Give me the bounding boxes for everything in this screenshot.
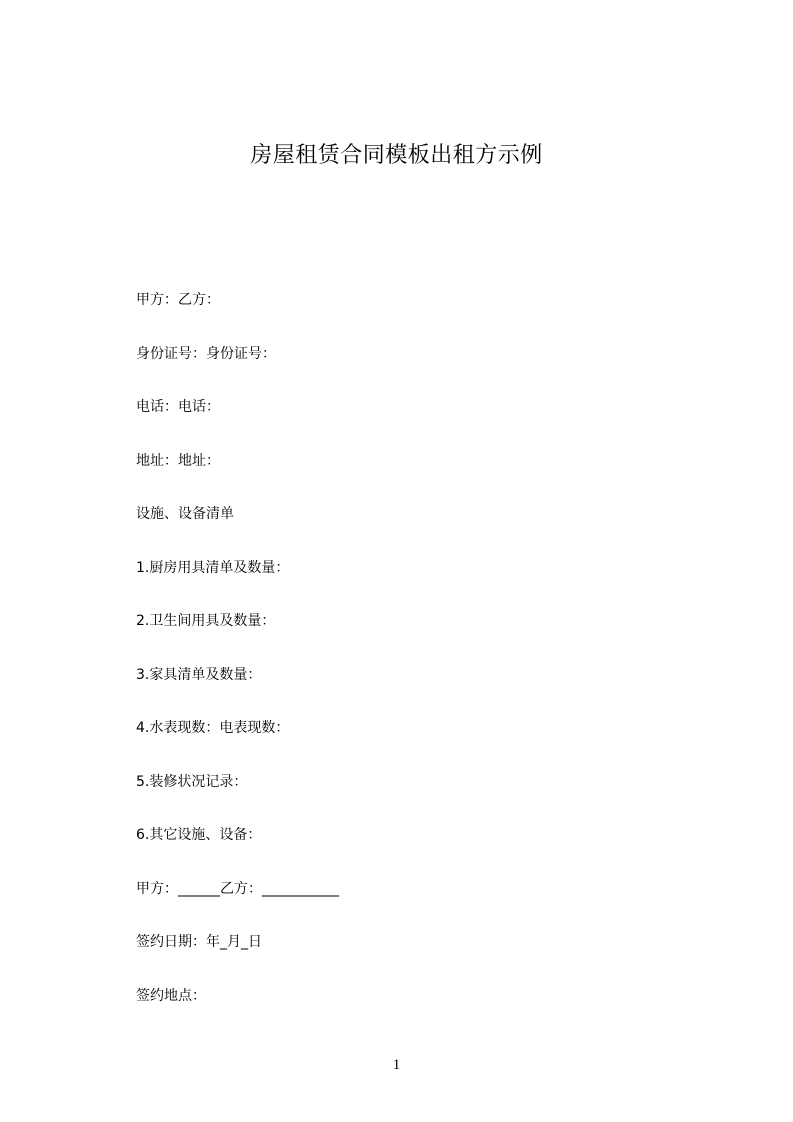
party-names-line: 甲方：乙方： <box>136 292 220 308</box>
other-facilities-line: 6.其它设施、设备： <box>136 827 262 843</box>
kitchen-items-line: 1.厨房用具清单及数量： <box>136 559 290 576</box>
meter-readings-line: 4.水表现数：电表现数： <box>136 720 290 736</box>
facilities-heading: 设施、设备清单 <box>136 506 234 522</box>
signing-date-line: 签约日期：年_月_日 <box>136 934 262 950</box>
address-line: 地址：地址： <box>136 452 220 469</box>
furniture-items-line: 3.家具清单及数量： <box>136 666 262 683</box>
decoration-record-line: 5.装修状况记录： <box>136 773 248 790</box>
phone-line: 电话：电话： <box>136 399 220 415</box>
bathroom-items-line: 2.卫生间用具及数量： <box>136 613 276 629</box>
page-number: 1 <box>392 1057 401 1073</box>
document-title: 房屋租赁合同模板出租方示例 <box>250 143 543 168</box>
document-body <box>136 289 736 1038</box>
signing-place-line: 签约地点： <box>136 987 206 1004</box>
signature-line: 甲方：______乙方：___________ <box>136 880 339 897</box>
id-number-line: 身份证号：身份证号： <box>136 345 276 362</box>
